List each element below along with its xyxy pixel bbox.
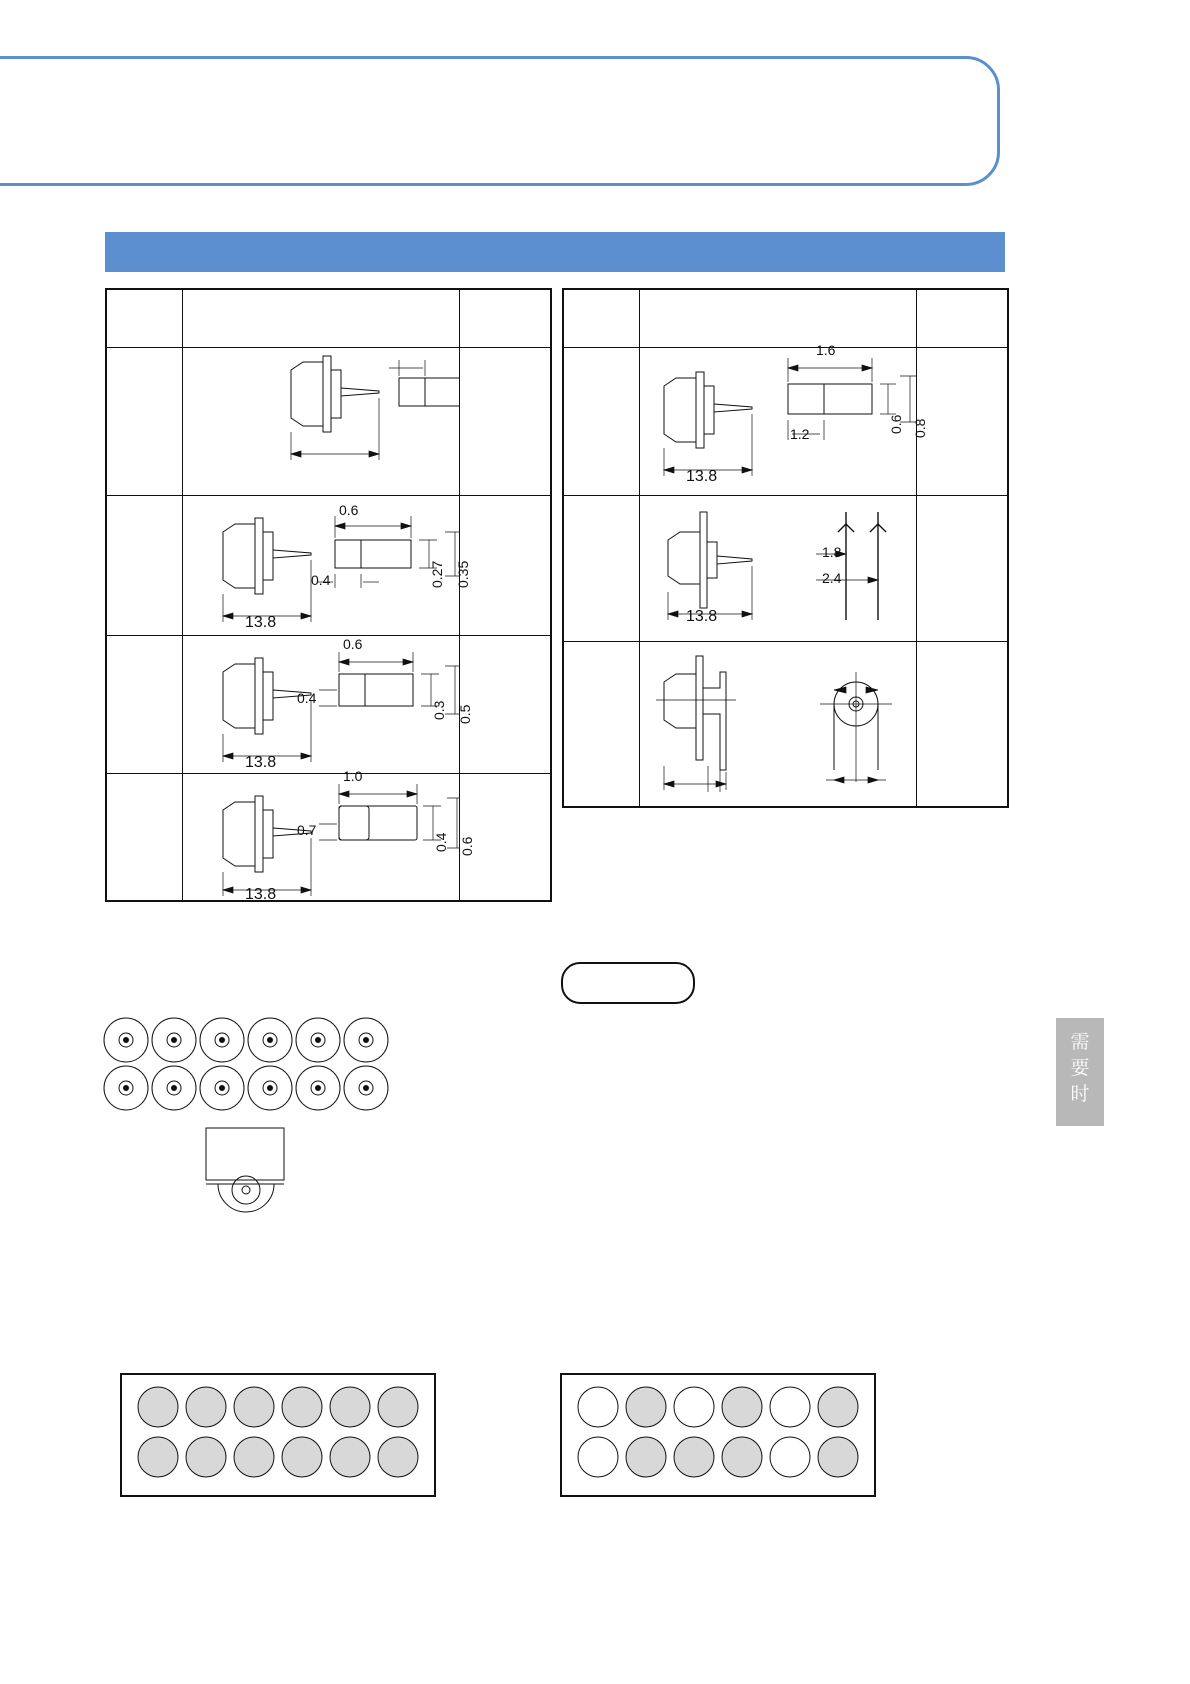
code-cell-4: [460, 774, 550, 900]
table-row: [564, 496, 640, 642]
dim-h1-2: 0.27: [429, 560, 445, 588]
code-cell-r3: [917, 642, 1007, 806]
dim-width-r1: 1.6: [816, 342, 836, 358]
note-pill: [561, 962, 695, 1004]
dim-h2-4: 0.6: [459, 836, 475, 856]
side-tab-label: 需要时: [1070, 1032, 1090, 1105]
section-header-bar: [105, 232, 1005, 272]
dim-h1-4: 0.4: [433, 832, 449, 852]
dim-d2-r2: 2.4: [822, 570, 842, 586]
shape-cell-1: [183, 348, 460, 496]
shape-cell-3: [183, 636, 473, 774]
table-left-header-shape: 形状(: [183, 290, 460, 348]
detail-drawing: [200, 1122, 320, 1232]
side-tab[interactable]: [1056, 1018, 1104, 1126]
code-cell-1: [460, 348, 550, 496]
table-right-header-shape: [640, 290, 917, 348]
dim-len-3: 13.8: [245, 754, 277, 771]
shape-cell-r1: [640, 342, 928, 496]
table-left-header-code: [460, 290, 550, 348]
dim-inner-2: 0.4: [311, 572, 331, 588]
table-row: [564, 642, 640, 806]
dim-inner-r1: 1.2: [790, 426, 810, 442]
table-right-header-name: [564, 290, 640, 348]
dim-width-3: 0.6: [343, 636, 363, 652]
shape-cell-r2: [640, 496, 917, 642]
table-row: [107, 774, 183, 900]
dim-inner-4: 0.7: [297, 822, 317, 838]
table-row: [107, 348, 183, 496]
dim-h1-3: 0.3: [431, 700, 447, 720]
dim-h2-2: 0.35: [455, 560, 471, 588]
code-cell-3: [460, 636, 550, 774]
code-cell-2: [460, 496, 550, 636]
component-array-top: [100, 1012, 400, 1120]
shape-table-left: [105, 288, 552, 902]
array-legend-right: [560, 1373, 876, 1497]
code-cell-r2: [917, 496, 1007, 642]
dim-width-2: 0.6: [339, 502, 359, 518]
code-cell-r1: [917, 348, 1007, 496]
dim-width-4: 1.0: [343, 768, 363, 784]
dim-len-4: 13.8: [245, 886, 277, 903]
table-row: [564, 348, 640, 496]
top-banner: [0, 56, 1000, 186]
dim-len-r2: 13.8: [686, 608, 718, 625]
shape-cell-r3: [640, 642, 917, 806]
dim-h1-r1: 0.6: [888, 414, 904, 434]
shape-cell-2: [183, 496, 471, 636]
dim-h2-3: 0.5: [457, 704, 473, 724]
array-legend-left: [120, 1373, 436, 1497]
dim-len-r1: 13.8: [686, 468, 718, 485]
table-row: [107, 636, 183, 774]
table-left-header-name: [107, 290, 183, 348]
dim-len-2: 13.8: [245, 614, 277, 631]
shape-table-right: [562, 288, 1009, 808]
table-row: [107, 496, 183, 636]
dim-inner-3: 0.4: [297, 690, 317, 706]
dim-h2-r1: 0.8: [912, 418, 928, 438]
shape-cell-4: [183, 768, 475, 903]
table-right-header-code: [917, 290, 1007, 348]
dim-d1-r2: 1.8: [822, 544, 842, 560]
